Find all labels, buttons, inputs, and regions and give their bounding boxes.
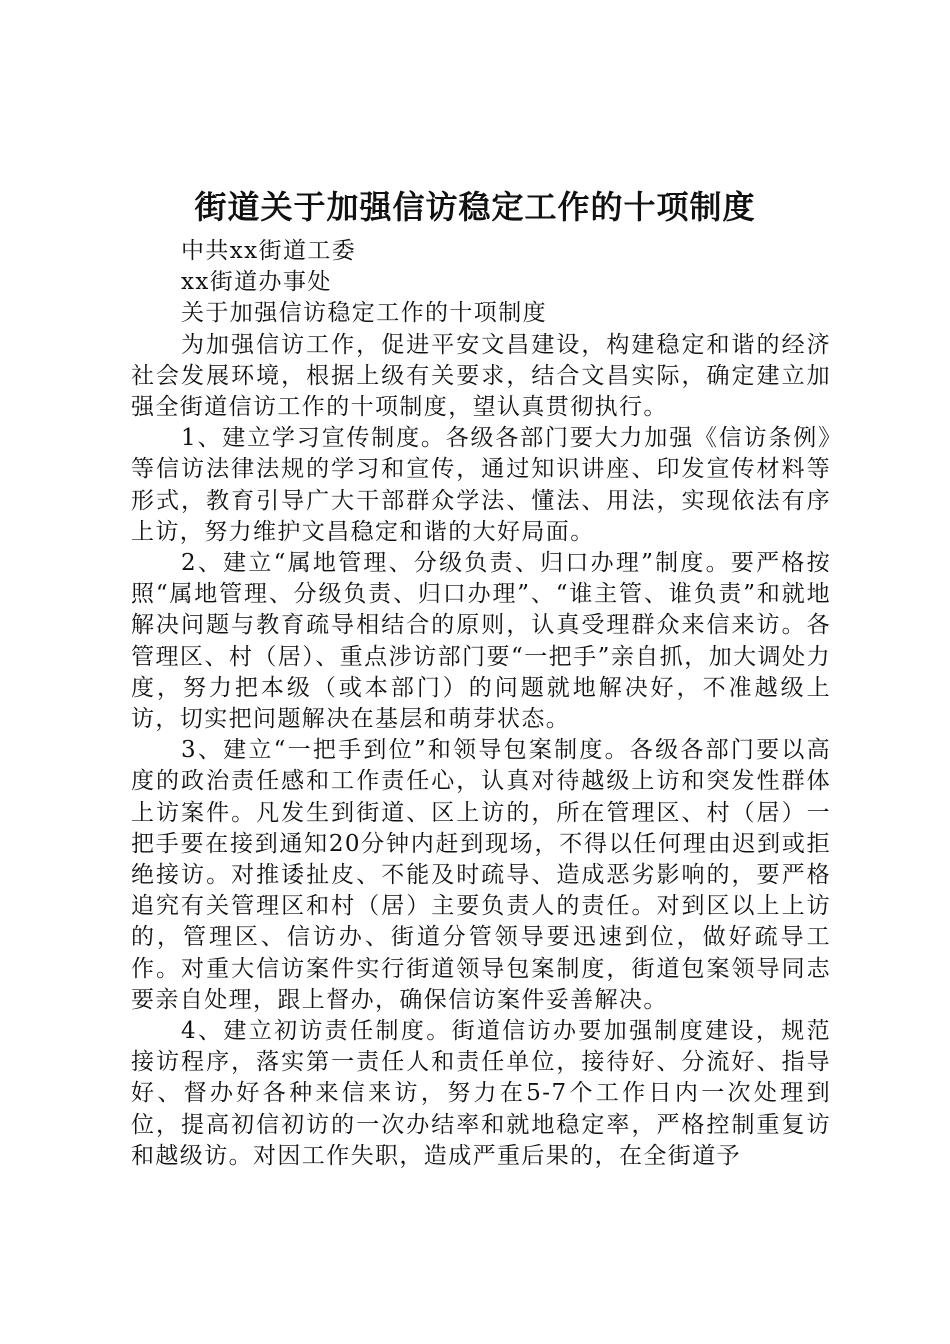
document-body xyxy=(131,236,831,1172)
document-title: 街道关于加强信访稳定工作的十项制度 xyxy=(194,188,756,226)
org-line-office: xx街道办事处 xyxy=(181,269,332,296)
org-line-party-committee: 中共xx街道工委 xyxy=(181,238,357,264)
paragraph-item-1: 1、建立学习宣传制度。各级各部门要大力加强《信访条例》等信访法律法规的学习和宣传，通过知识讲座、印发宣传材料等形式，教育引导广大干部群众学法、懂法、用法，实现依法有序上访，努力维护文昌稳定和谐的大好局面。 xyxy=(131,425,831,545)
org-line-subtitle: 关于加强信访稳定工作的十项制度 xyxy=(181,300,547,327)
paragraph-intro: 为加强信访工作，促进平安文昌建设，构建稳定和谐的经济社会发展环境，根据上级有关要求，结合文昌实际，确定建立加强全街道信访工作的十项制度，望认真贯彻执行。 xyxy=(131,331,831,421)
paragraph-item-2: 2、建立“属地管理、分级负责、归口办理”制度。要严格按照“属地管理、分级负责、归口办理”、“谁主管、谁负责”和就地解决问题与教育疏导相结合的原则，认真受理群众来信来访。各管理区、村（居）、重点涉访部门要“一把手”亲自抓，加大调处力度，努力把本级（或本部门）的问题就地解决好，不准越级上访，切实把问题解决在基层和萌芽状态。 xyxy=(131,550,831,733)
paragraph-item-4: 4、建立初访责任制度。街道信访办要加强制度建设，规范接访程序，落实第一责任人和责任单位，接待好、分流好、指导好、督办好各种来信来访，努力在5-7个工作日内一次处理到位，提高初信初访的一次办结率和就地稳定率，严格控制重复访和越级访。对因工作失职，造成严重后果的，在全街道予 xyxy=(131,1018,831,1169)
paragraph-item-3: 3、建立“一把手到位”和领导包案制度。各级各部门要以高度的政治责任感和工作责任心，认真对待越级上访和突发性群体上访案件。凡发生到街道、区上访的，所在管理区、村（居）一把手要在接到通知20分钟内赶到现场，不得以任何理由迟到或拒绝接访。对推诿扯皮、不能及时疏导、造成恶劣影响的，要严格追究有关管理区和村（居）主要负责人的责任。对到区以上上访的，管理区、信访办、街道分管领导要迅速到位，做好疏导工作。对重大信访案件实行街道领导包案制度，街道包案领导同志要亲自处理，跟上督办，确保信访案件妥善解决。 xyxy=(131,737,831,1013)
